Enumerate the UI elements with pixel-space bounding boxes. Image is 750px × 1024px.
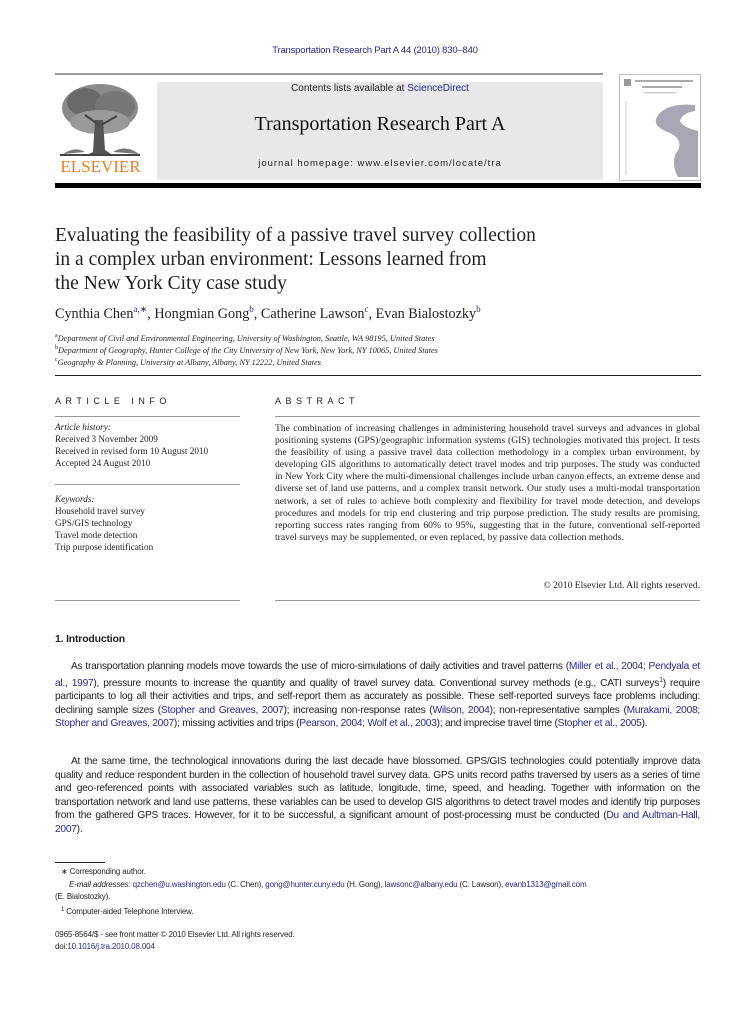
- affiliation-text: Department of Civil and Environmental Engineering, University of Washington, Seattle, WA 98195, United States: [57, 333, 435, 343]
- text: ).: [641, 718, 648, 729]
- article-title: [55, 224, 615, 296]
- text: ); increasing non-response rates (: [283, 704, 433, 716]
- affiliation-mark: b: [55, 345, 58, 351]
- doi-line: [55, 941, 715, 953]
- abstract-copyright: © 2010 Elsevier Ltd. All rights reserved.: [543, 580, 700, 591]
- contents-line: [157, 83, 603, 94]
- author-name[interactable]: Catherine Lawson: [260, 306, 365, 322]
- sciencedirect-link[interactable]: ScienceDirect: [407, 83, 469, 94]
- author-separator: ,: [368, 306, 376, 322]
- text: ), pressure mounts to increase the quantity and quality of travel survey data. Conventional survey methods (e.g., CATI surveys: [93, 677, 660, 689]
- email-owner: (C. Lawson),: [457, 880, 506, 889]
- author-separator: ,: [253, 306, 261, 322]
- text: ) require participants to log all their activities and trips, and self-report them as accurately as possible. These self-reported surveys face problems including: declining sample sizes (: [55, 677, 700, 716]
- reference-link[interactable]: Stopher and Greaves, 2007: [160, 704, 284, 716]
- keyword: GPS/GIS technology: [55, 518, 133, 528]
- article-info-heading: ARTICLE INFO: [55, 396, 171, 406]
- corresponding-author-note: [55, 866, 715, 878]
- affiliation: [55, 333, 434, 343]
- email-owner: (C. Chen),: [225, 880, 266, 889]
- author-separator: ,: [147, 306, 155, 322]
- email-addresses-note: [55, 879, 715, 903]
- elsevier-wordmark: ELSEVIER: [60, 157, 141, 176]
- author-name[interactable]: Evan Bialostozky: [375, 306, 477, 322]
- reference-link[interactable]: Pearson, 2004; Wolf et al., 2003: [299, 718, 437, 729]
- text: As transportation planning models move towards the use of micro-simulations of daily activities and travel patterns (: [71, 661, 569, 672]
- abstract-text: The combination of increasing challenges in administering household travel surveys and advances in global positioning systems (GPS)/geographic information systems (GIS) technologies motivated this project. It tests the feasibility of using a passive travel data collection methodology in a complex urban environment, by developing GIS algorithms to automatically detect travel modes and trip purposes. The study was conducted in New York City where the multi-dimensional challenges include urban canyon effects, an extreme dense and diverse set of land use patterns, and a complex transit network. Our study uses a multi-modal transportation network, a set of rules to achieve both complexity and flexibility for travel mode detection, and develops procedures and models for trip end clustering and trip purpose prediction. The study results are promising, reporting success rates ranging from 60% to 95%, suggesting that in the future, conventional self-reported travel surveys may be supplemented, or even replaced, by passive data collection methods.: [275, 423, 700, 543]
- section-heading: 1. Introduction: [55, 633, 125, 645]
- title-line: the New York City case study: [55, 273, 287, 294]
- keyword: Household travel survey: [55, 506, 145, 516]
- email-link[interactable]: evanb1313@gmail.com: [505, 880, 587, 889]
- affiliation-mark: a: [55, 333, 58, 339]
- text: At the same time, the technological innovations during the last decade have blossomed. GPS/GIS technologies could potentially improve data quality and reduce respondent burden in the collection of household travel survey data. GPS units record paths traversed by users as a series of time and geo-referenced points with associated variables such as latitude, longitude, time, speed, and heading. Together with information on the transportation network and land use patterns, these variables can be used to develop GIS algorithms to detect travel modes and identify trip purposes from the gathered GPS traces. However, for it to be successful, a significant amount of post-processing must be conducted (: [55, 756, 700, 821]
- divider: [55, 375, 701, 376]
- reference-link[interactable]: Stopher et al., 2005: [557, 718, 642, 729]
- history-item: Received in revised form 10 August 2010: [55, 446, 209, 456]
- doi-prefix: doi:: [55, 942, 68, 951]
- affiliation: [55, 345, 438, 355]
- front-matter-line: 0965-8564/$ - see front matter © 2010 Elsevier Ltd. All rights reserved.: [55, 930, 295, 939]
- divider: [275, 600, 700, 601]
- reference-link[interactable]: Miller et al., 2004; Pendyala et al., 1997: [55, 661, 701, 689]
- text: ); missing activities and trips (: [173, 718, 300, 729]
- title-line: Evaluating the feasibility of a passive travel survey collection: [55, 225, 536, 246]
- footnote-marker[interactable]: 1: [659, 676, 663, 684]
- history-item: Received 3 November 2009: [55, 434, 158, 444]
- author-affil-mark[interactable]: b: [476, 304, 481, 314]
- journal-cover-thumbnail: [619, 74, 701, 181]
- keywords-label: Keywords:: [55, 494, 95, 504]
- asterisk-mark: ∗: [61, 867, 68, 876]
- title-line: in a complex urban environment: Lessons learned from: [55, 249, 487, 270]
- footnote-1: [55, 904, 715, 918]
- email-link[interactable]: gong@hunter.cuny.edu: [265, 880, 345, 889]
- history-item: Accepted 24 August 2010: [55, 458, 151, 468]
- intro-paragraph: [55, 660, 700, 731]
- author-affil-mark[interactable]: b: [249, 304, 254, 314]
- email-tail: (E. Bialostozky).: [55, 892, 111, 901]
- footnote-number: 1: [61, 907, 65, 913]
- author-name[interactable]: Hongmian Gong: [154, 306, 250, 322]
- journal-citation[interactable]: Transportation Research Part A 44 (2010) 830–840: [272, 45, 478, 56]
- journal-title: Transportation Research Part A: [254, 113, 506, 135]
- intro-paragraph: [55, 755, 700, 836]
- history-label: Article history:: [55, 422, 111, 432]
- keyword: Travel mode detection: [55, 530, 138, 540]
- reference-link[interactable]: Du and Aultman-Hall, 2007: [55, 810, 700, 835]
- divider: [55, 600, 240, 601]
- email-link[interactable]: lawsonc@albany.edu: [384, 880, 458, 889]
- text: Computer-aided Telephone Interview.: [66, 907, 194, 916]
- text: ); non-representative samples (: [489, 704, 627, 716]
- divider: [55, 416, 240, 417]
- email-owner: (H. Gong),: [344, 880, 385, 889]
- affiliation-text: Department of Geography, Hunter College of the City University of New York, New York, NY 10065, United States: [58, 345, 438, 355]
- header-bottom-rule: [55, 183, 701, 188]
- text: Corresponding author.: [69, 867, 146, 876]
- journal-homepage-link[interactable]: journal homepage: www.elsevier.com/locate/tra: [258, 158, 502, 169]
- author-list: [55, 304, 655, 323]
- divider: [275, 416, 700, 417]
- email-label: E-mail addresses:: [69, 880, 131, 889]
- text: ).: [76, 823, 83, 835]
- reference-link[interactable]: Wilson, 2004: [432, 704, 490, 716]
- header-top-rule: [55, 73, 603, 75]
- author-name[interactable]: Cynthia Chen: [55, 306, 134, 322]
- footnote-rule: [55, 862, 105, 863]
- author-affil-mark[interactable]: c: [364, 304, 369, 314]
- abstract-heading: ABSTRACT: [275, 396, 360, 406]
- reference-link[interactable]: Murakami, 2008; Stopher and Greaves, 2007: [55, 704, 701, 729]
- text: ); and imprecise travel time (: [436, 718, 558, 729]
- doi-link[interactable]: 10.1016/j.tra.2010.08.004: [67, 942, 155, 951]
- journal-cover-image-icon: [620, 75, 700, 180]
- affiliation-text: Geography & Planning, University at Albany, Albany, NY 12222, United States: [57, 357, 322, 367]
- affiliation-mark: c: [55, 357, 58, 363]
- email-link[interactable]: qzchen@u.washington.edu: [132, 880, 226, 889]
- author-affil-mark[interactable]: a,∗: [133, 304, 148, 314]
- divider: [55, 484, 240, 485]
- keyword: Trip purpose identification: [55, 542, 154, 552]
- contents-prefix: Contents lists available at: [291, 83, 408, 94]
- affiliation: [55, 357, 321, 367]
